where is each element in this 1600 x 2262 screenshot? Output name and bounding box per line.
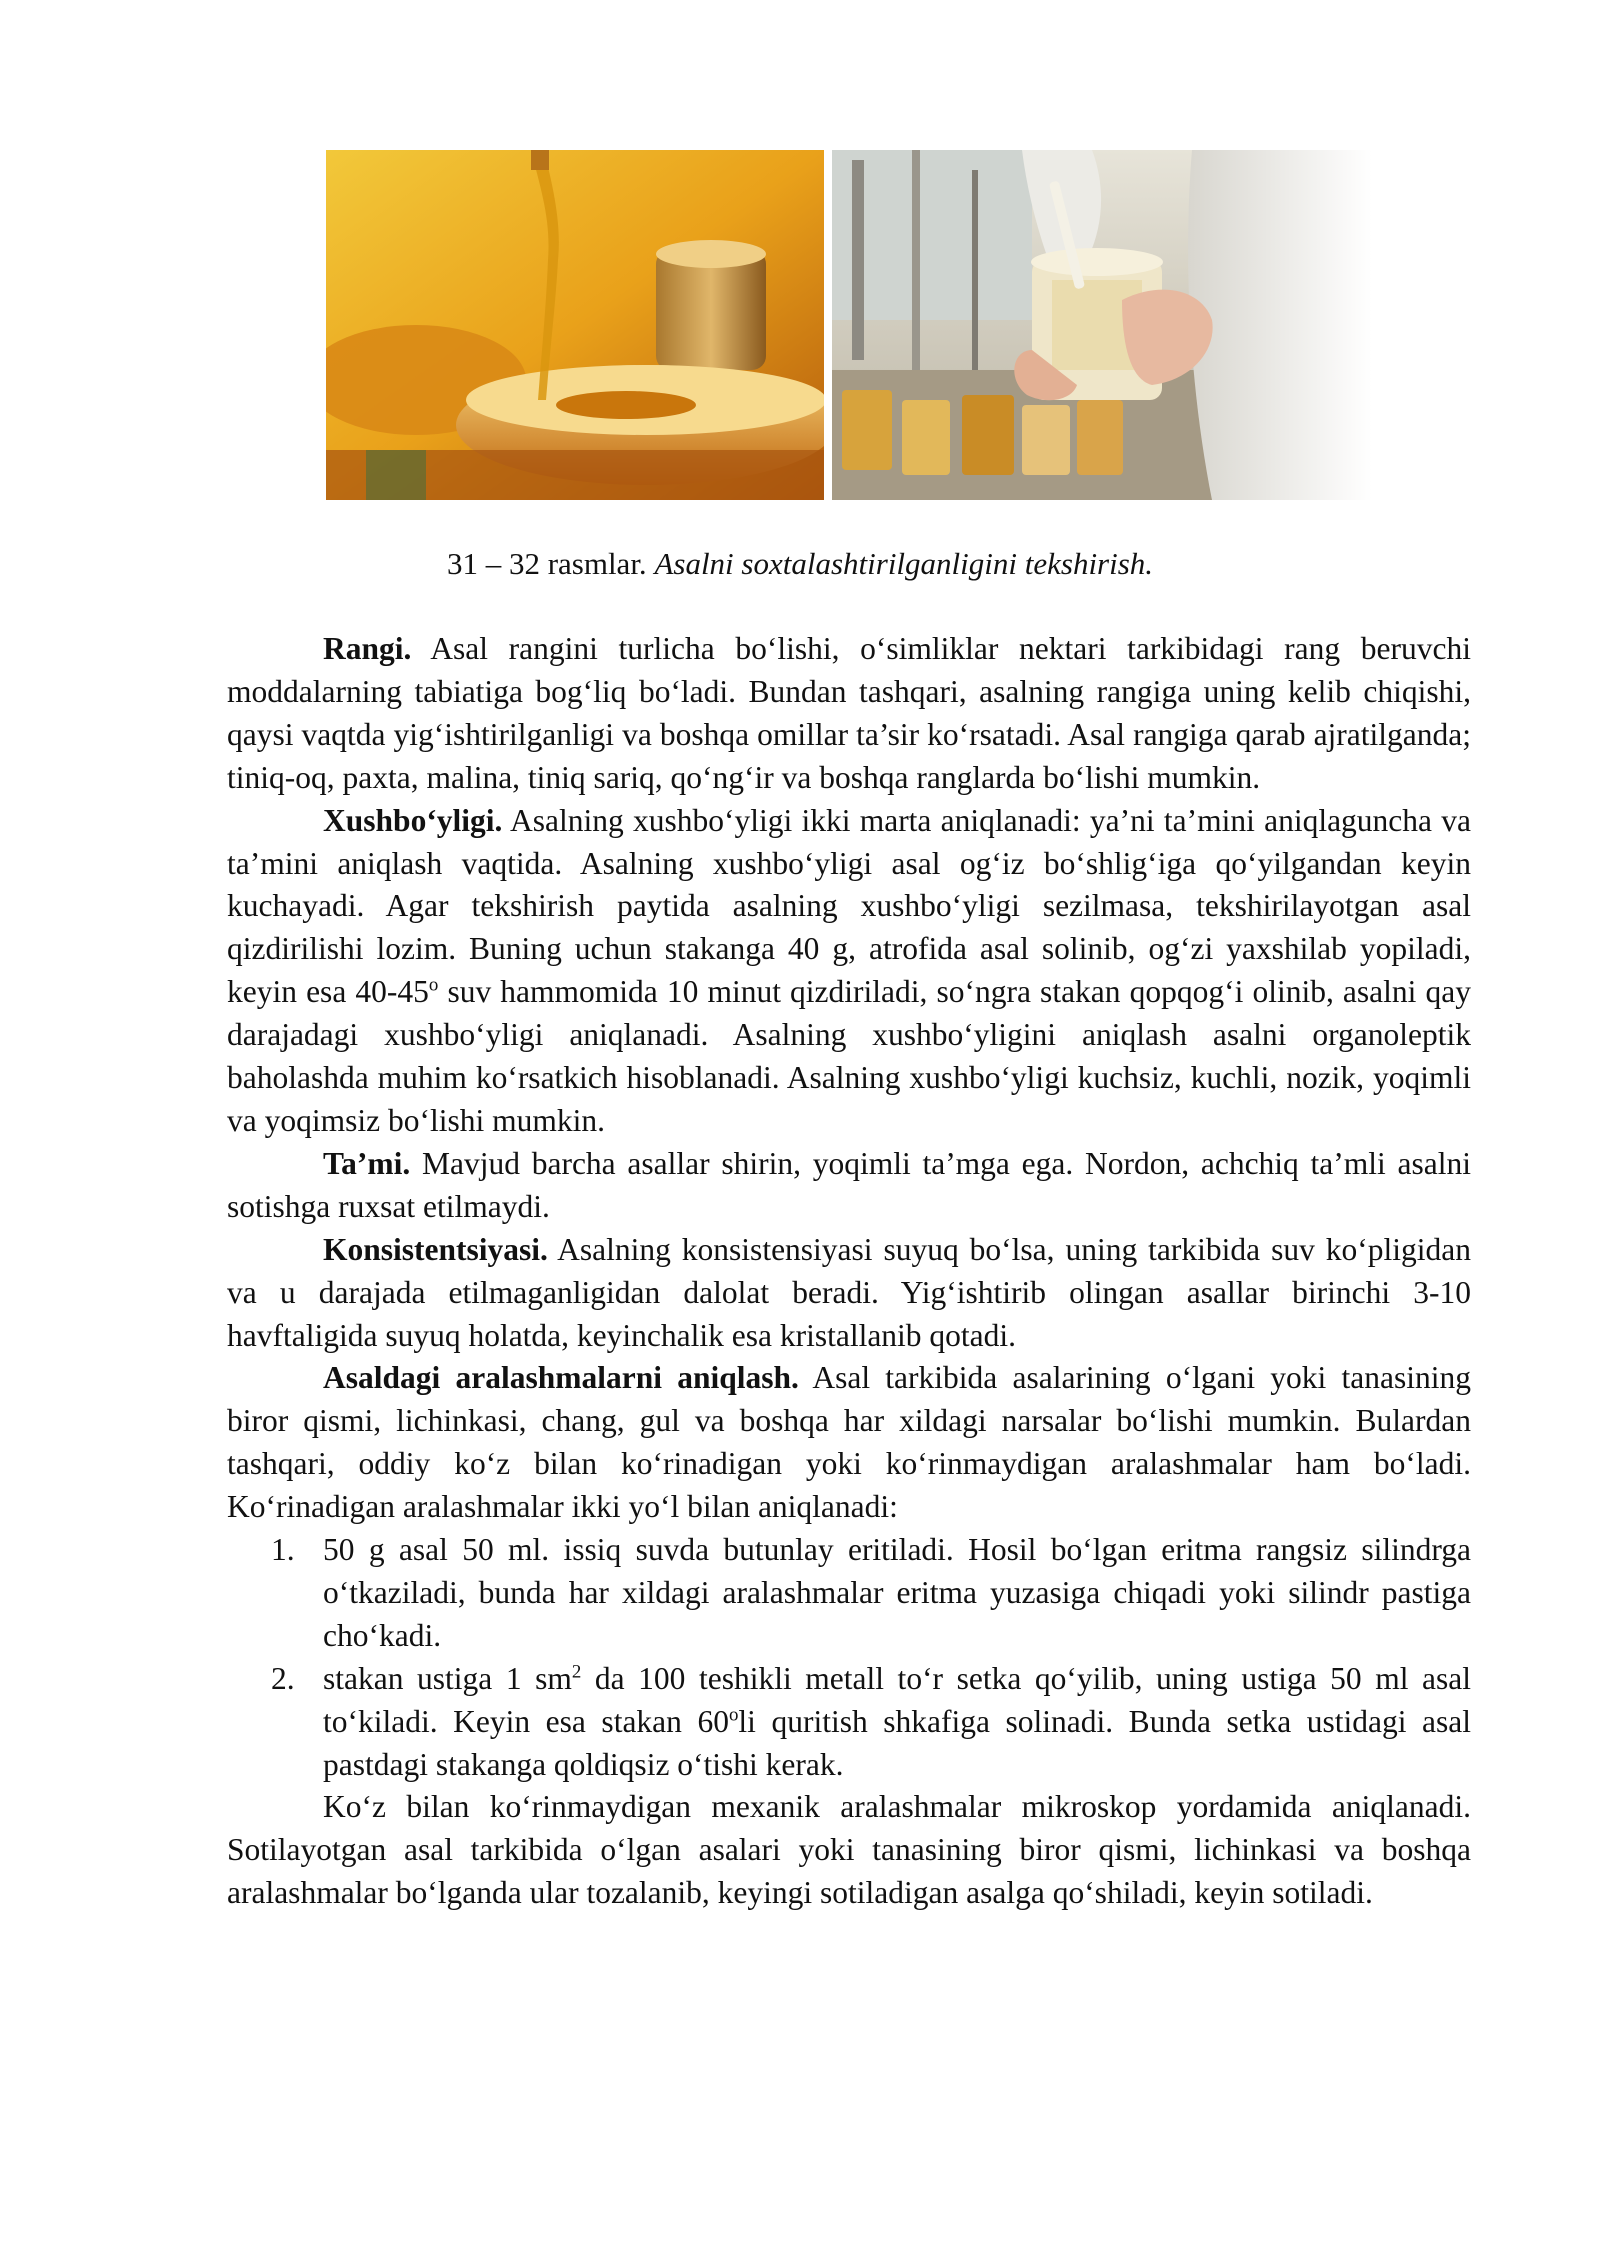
list-item-text: 50 g asal 50 ml. issiq suvda butunlay eritiladi. Hosil bo‘lgan eritma rangsiz silindrga o‘tkaziladi, bunda har xildagi aralashmalar eritma yuzasiga chiqadi yoki silindr pastiga cho‘kadi. bbox=[323, 1532, 1471, 1653]
list-item-number: 1. bbox=[271, 1532, 295, 1568]
square-mark: 2 bbox=[571, 1661, 582, 1683]
lab-sample-illustration bbox=[832, 150, 1372, 500]
paragraph-closing: Ko‘z bilan ko‘rinmaydigan mexanik aralashmalar mikroskop yordamida aniqlanadi. Sotilayotgan asal tarkibida o‘lgan asalari yoki tanasining biror qismi, lichinkasi va boshqa aralashmalar bo‘lganda ular tozalanib, keyingi sotiladigan asalga qo‘shiladi, keyin sotiladi. bbox=[227, 1789, 1471, 1911]
heading-konsistentsiyasi: Konsistentsiyasi. bbox=[323, 1231, 548, 1267]
paragraph-aralashmalar bbox=[227, 1357, 1471, 1529]
heading-xushboyligi: Xushbo‘yligi. bbox=[323, 802, 503, 838]
caption-prefix: 31 – 32 rasmlar. bbox=[446, 546, 647, 581]
list-item-text-a: stakan ustiga 1 sm bbox=[323, 1660, 572, 1696]
paragraph-konsistentsiyasi bbox=[227, 1229, 1471, 1358]
heading-tami: Ta’mi. bbox=[323, 1145, 411, 1181]
heading-rangi: Rangi. bbox=[323, 631, 412, 666]
list-item-text-b: da 100 teshikli metall to‘r setka qo‘yilib, uning ustiga 50 ml asal to‘kiladi. Keyin esa stakan 60 bbox=[323, 1660, 1471, 1739]
text-xushboyligi-a: Asalning xushbo‘yligi ikki marta aniqlanadi: ya’ni ta’mini aniqlaguncha va ta’mini aniqlash vaqtida. Asalning xushbo‘yligi asal og‘iz bo‘shlig‘iga qo‘yilgandan keyin kuchayadi. Agar tekshirish paytida asalning xushbo‘yligi sezilmasa, tekshirilayotgan asal qizdirilishi lozim. Buning uchun stakanga 40 g, atrofida asal solinib, og‘zi yaxshilab yopiladi, keyin esa 40-45 bbox=[227, 802, 1471, 1010]
list-item bbox=[227, 1658, 1471, 1787]
text-konsistentsiyasi: Asalning konsistensiyasi suyuq bo‘lsa, uning tarkibida suv ko‘pligidan va u darajada etilmaganligidan dalolat beradi. Yig‘ishtirib olingan asallar birinchi 3-10 havftaligida suyuq holatda, keyinchalik esa kristallanib qotadi. bbox=[227, 1231, 1471, 1353]
paragraph-tami bbox=[227, 1143, 1471, 1229]
paragraph-rangi bbox=[227, 628, 1471, 800]
text-xushboyligi-b: suv hammomida 10 minut qizdiriladi, so‘ngra stakan qopqog‘i olinib, asalni qay darajadagi xushbo‘yligi aniqlanadi. Asalning xushbo‘yligini aniqlash asalni organoleptik baholashda muhim ko‘rsatkich hisoblanadi. Asalning xushbo‘yligi kuchsiz, kuchli, nozik, yoqimli va yoqimsiz bo‘lishi mumkin. bbox=[227, 974, 1471, 1138]
text-rangi: Asal rangini turlicha bo‘lishi, o‘simliklar nektari tarkibidagi rang beruvchi moddalarning tabiatiga bog‘liq bo‘ladi. Bundan tashqari, asalning rangiga uning kelib chiqishi, qaysi vaqtda yig‘ishtirilganligi va boshqa omillar ta’sir ko‘rsatadi. Asal rangiga qarab ajratilganda; tiniq-oq, paxta, malina, tiniq sariq, qo‘ng‘ir va boshqa ranglarda bo‘lishi mumkin. bbox=[227, 631, 1471, 795]
text-tami: Mavjud barcha asallar shirin, yoqimli ta’mga ega. Nordon, achchiq ta’mli asalni sotishga ruxsat etilmaydi. bbox=[227, 1145, 1471, 1224]
text-aralashmalar: Asal tarkibida asalarining o‘lgani yoki tanasining biror qismi, lichinkasi, chang, gul va boshqa har xildagi narsalar bo‘lishi mumkin. Bulardan tashqari, oddiy ko‘z bilan ko‘rinadigan yoki ko‘rinmaydigan aralashmalar ham bo‘ladi. Ko‘rinadigan aralashmalar ikki yo‘l bilan aniqlanadi: bbox=[227, 1360, 1471, 1525]
degree-mark: o bbox=[428, 974, 439, 996]
list-item bbox=[227, 1529, 1471, 1658]
honey-dripping-illustration bbox=[326, 150, 824, 500]
lab-honey-sample-photo bbox=[832, 150, 1372, 500]
heading-aralashmalar: Asaldagi aralashmalarni aniqlash. bbox=[323, 1360, 799, 1396]
list-item-text-c: li quritish shkafiga solinadi. Bunda setka ustidagi asal pastdagi stakanga qoldiqsiz o‘tishi kerak. bbox=[323, 1703, 1472, 1782]
body-text bbox=[227, 628, 1471, 1915]
honey-dripping-photo bbox=[326, 150, 824, 500]
list-item-number: 2. bbox=[271, 1660, 295, 1696]
methods-list bbox=[227, 1529, 1471, 1786]
caption-title: Asalni soxtalashtirilganligini tekshirish. bbox=[654, 546, 1154, 581]
figure-photos bbox=[326, 150, 1372, 500]
paragraph-xushboyligi bbox=[227, 800, 1471, 1143]
figure-caption bbox=[0, 538, 1600, 590]
degree-mark: o bbox=[728, 1704, 739, 1726]
